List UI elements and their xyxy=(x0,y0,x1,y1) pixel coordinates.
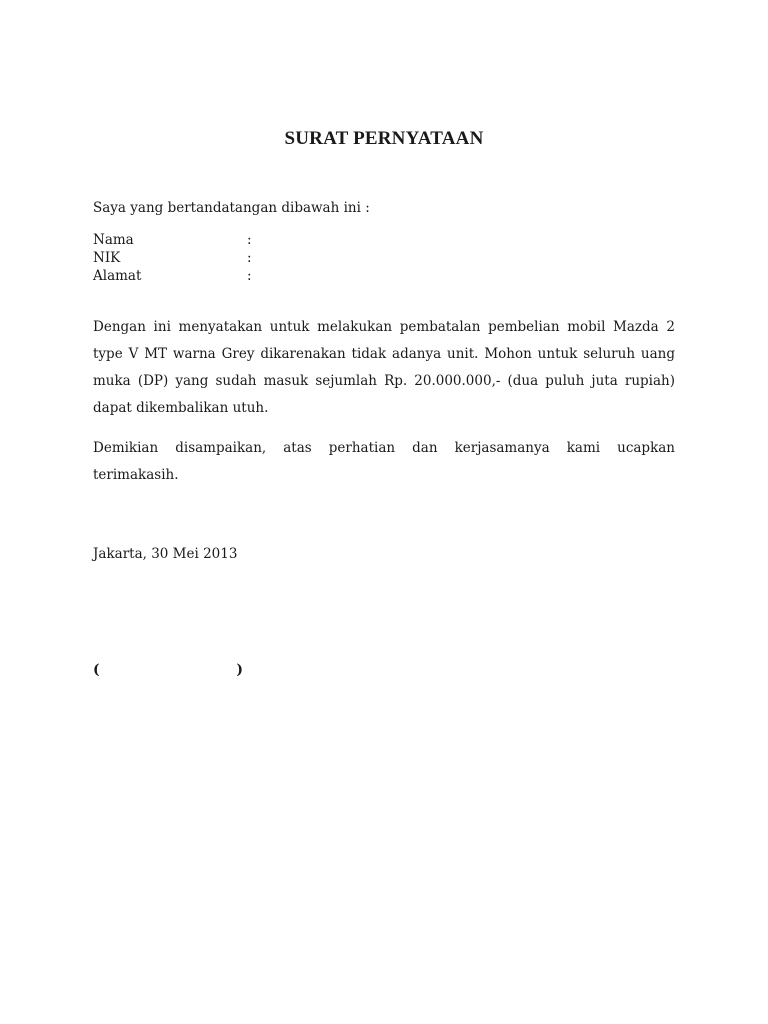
signature-close-paren: ) xyxy=(236,662,243,678)
closing-paragraph: Demikian disampaikan, atas perhatian dan kerjasamanya kami ucapkan terimakasih. xyxy=(93,440,675,483)
document-title: SURAT PERNYATAAN xyxy=(284,128,484,149)
field-separator: : xyxy=(247,268,252,284)
identity-fields xyxy=(93,231,267,285)
signature-open-paren: ( xyxy=(93,662,100,678)
field-row-nama xyxy=(93,231,267,249)
field-separator: : xyxy=(247,232,252,248)
field-row-nik xyxy=(93,249,267,267)
field-separator: : xyxy=(247,250,252,266)
statement-paragraph: Dengan ini menyatakan untuk melakukan pembatalan pembelian mobil Mazda 2 type V MT warna Grey dikarenakan tidak adanya unit. Mohon untuk seluruh uang muka (DP) yang sudah masuk sejumlah Rp. 20.000.000,- (dua puluh juta rupiah) dapat dikembalikan utuh. xyxy=(93,319,675,416)
field-label: Nama xyxy=(93,232,134,248)
field-label: Alamat xyxy=(93,268,142,284)
field-label: NIK xyxy=(93,250,121,266)
field-row-alamat xyxy=(93,267,267,285)
place-date: Jakarta, 30 Mei 2013 xyxy=(93,546,238,562)
signature-block xyxy=(93,662,243,678)
intro-text: Saya yang bertandatangan dibawah ini : xyxy=(93,200,370,216)
